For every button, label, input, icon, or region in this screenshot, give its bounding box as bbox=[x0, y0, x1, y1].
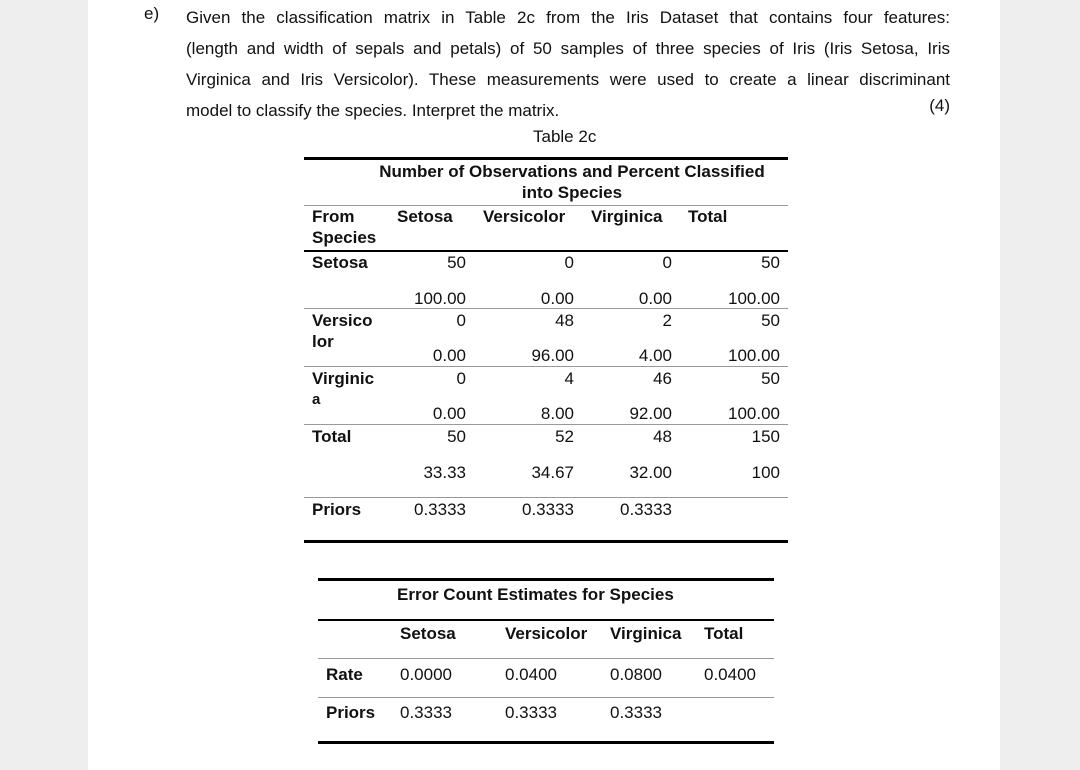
table-cell: 52 bbox=[555, 427, 574, 446]
table-cell: 48 bbox=[555, 311, 574, 330]
table-cell: 0 bbox=[564, 253, 574, 272]
col-header-versicolor: Versicolor bbox=[505, 624, 588, 643]
table-cell: 8.00 bbox=[540, 404, 574, 423]
table-title: into Species bbox=[521, 183, 623, 202]
table-cell: 0.0800 bbox=[610, 665, 662, 684]
table-cell: 0.00 bbox=[638, 289, 672, 308]
table-cell: 50 bbox=[761, 311, 780, 330]
col-header-versicolor: Versicolor bbox=[483, 207, 566, 226]
table-cell: 92.00 bbox=[629, 404, 672, 423]
table-cell: 0.3333 bbox=[610, 703, 662, 722]
table-cell: 0 bbox=[456, 369, 466, 388]
table-rule bbox=[304, 424, 788, 425]
table-cell: 2 bbox=[662, 311, 672, 330]
question-text bbox=[186, 2, 950, 126]
table-caption: Table 2c bbox=[533, 127, 597, 146]
table-cell: 0 bbox=[456, 311, 466, 330]
table-rule bbox=[304, 205, 788, 206]
table-top-rule bbox=[318, 578, 774, 581]
question-line: Given the classification matrix in Table 2c from the Iris Dataset that contains four features: bbox=[186, 8, 950, 27]
col-header-from: From bbox=[312, 207, 355, 226]
table-cell: 46 bbox=[653, 369, 672, 388]
table-cell: 0.0400 bbox=[704, 665, 756, 684]
table-cell: 150 bbox=[751, 427, 780, 446]
question-label: e) bbox=[144, 4, 160, 23]
table-top-rule bbox=[304, 157, 788, 160]
table-cell: 100.00 bbox=[728, 404, 780, 423]
col-header-from: Species bbox=[312, 228, 377, 247]
table-cell: 50 bbox=[447, 427, 466, 446]
table-cell: 96.00 bbox=[531, 346, 574, 365]
table-cell: 0.00 bbox=[540, 289, 574, 308]
col-header-setosa: Setosa bbox=[397, 207, 453, 226]
table-cell: 33.33 bbox=[423, 463, 466, 482]
table-cell: 0.0400 bbox=[505, 665, 557, 684]
table-cell: 0.3333 bbox=[505, 703, 557, 722]
table-cell: 34.67 bbox=[531, 463, 574, 482]
table-cell: 48 bbox=[653, 427, 672, 446]
table-title: Error Count Estimates for Species bbox=[397, 585, 674, 604]
table-cell: 0.00 bbox=[432, 404, 466, 423]
row-label: lor bbox=[312, 332, 334, 351]
row-label: Priors bbox=[312, 500, 362, 519]
table-rule bbox=[304, 497, 788, 498]
table-header-rule bbox=[304, 250, 788, 252]
table-cell: 4 bbox=[564, 369, 574, 388]
table-cell: 0.3333 bbox=[400, 703, 452, 722]
col-header-total: Total bbox=[704, 624, 744, 643]
table-cell: 0.3333 bbox=[414, 500, 466, 519]
row-label: Virginic bbox=[312, 369, 375, 388]
question-line: model to classify the species. Interpret the matrix. bbox=[186, 101, 560, 120]
table-cell: 0.3333 bbox=[522, 500, 574, 519]
col-header-total: Total bbox=[688, 207, 728, 226]
col-header-virginica: Virginica bbox=[591, 207, 663, 226]
col-header-setosa: Setosa bbox=[400, 624, 456, 643]
table-cell: 0.3333 bbox=[620, 500, 672, 519]
table-cell: 100.00 bbox=[414, 289, 466, 308]
row-label: a bbox=[312, 391, 321, 408]
table-cell: 50 bbox=[761, 369, 780, 388]
col-header-virginica: Virginica bbox=[610, 624, 682, 643]
question-line: Virginica and Iris Versicolor). These measurements were used to create a linear discriminant bbox=[186, 70, 950, 89]
table-cell: 4.00 bbox=[638, 346, 672, 365]
question-marks: (4) bbox=[929, 96, 950, 115]
table-rule bbox=[318, 697, 774, 698]
table-bottom-rule bbox=[318, 741, 774, 744]
question-line: (length and width of sepals and petals) of 50 samples of three species of Iris (Iris Setosa, Iris bbox=[186, 39, 950, 58]
row-label: Priors bbox=[326, 703, 376, 722]
table-rule bbox=[304, 366, 788, 367]
table-rule bbox=[304, 308, 788, 309]
row-label: Rate bbox=[326, 665, 363, 684]
table-title: Number of Observations and Percent Classified bbox=[379, 162, 765, 181]
table-cell: 0.0000 bbox=[400, 665, 452, 684]
table-cell: 0 bbox=[662, 253, 672, 272]
table-cell: 100 bbox=[751, 463, 780, 482]
row-label: Total bbox=[312, 427, 352, 446]
table-cell: 0.00 bbox=[432, 346, 466, 365]
table-cell: 50 bbox=[447, 253, 466, 272]
table-cell: 100.00 bbox=[728, 346, 780, 365]
table-rule bbox=[318, 658, 774, 659]
table-bottom-rule bbox=[304, 540, 788, 543]
row-label: Setosa bbox=[312, 253, 368, 272]
table-rule bbox=[318, 619, 774, 621]
table-cell: 100.00 bbox=[728, 289, 780, 308]
table-cell: 32.00 bbox=[629, 463, 672, 482]
table-cell: 50 bbox=[761, 253, 780, 272]
row-label: Versico bbox=[312, 311, 373, 330]
